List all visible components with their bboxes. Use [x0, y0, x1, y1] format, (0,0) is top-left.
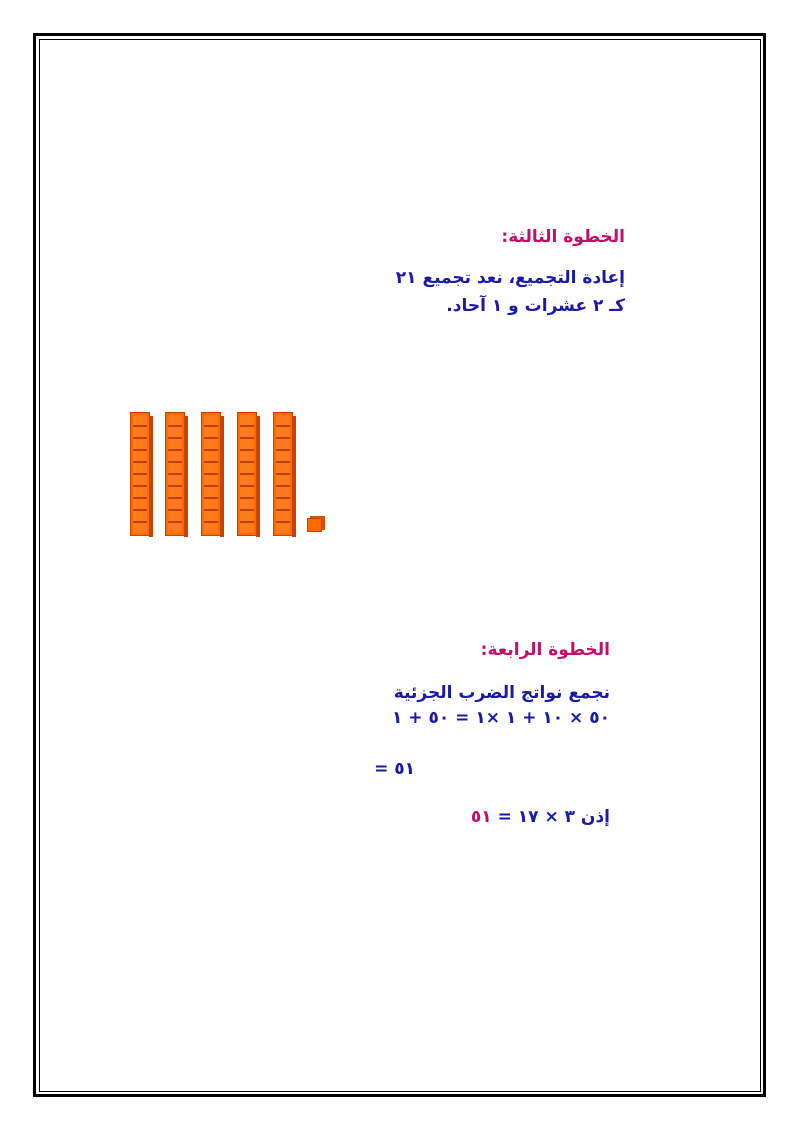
step3-line2: كـ ٢ عشرات و ١ آحاد. [446, 296, 625, 316]
step4-equation-line2: ٥٠ × ١٠ + ١ ×١ = ٥٠ + ١ [391, 708, 610, 728]
unit-cube [307, 518, 322, 532]
conclusion-result: ٥١ [470, 807, 492, 827]
step3-heading: الخطوة الثالثة: [501, 227, 625, 247]
tens-rod [237, 412, 257, 536]
step4-equation-line3: = ٥١ [374, 759, 415, 779]
tens-rod [165, 412, 185, 536]
step3-line1: إعادة التجميع، نعد تجميع ٢١ [395, 268, 625, 288]
page-border-inner [39, 39, 761, 1092]
step4-heading: الخطوة الرابعة: [480, 640, 610, 660]
tens-rod [130, 412, 150, 536]
tens-rod [273, 412, 293, 536]
step4-conclusion [471, 807, 610, 827]
conclusion-prefix: إذن ٣ × ١٧ = [497, 807, 610, 827]
tens-rod [201, 412, 221, 536]
step4-line1: نجمع نواتج الضرب الجزئية [393, 683, 610, 703]
